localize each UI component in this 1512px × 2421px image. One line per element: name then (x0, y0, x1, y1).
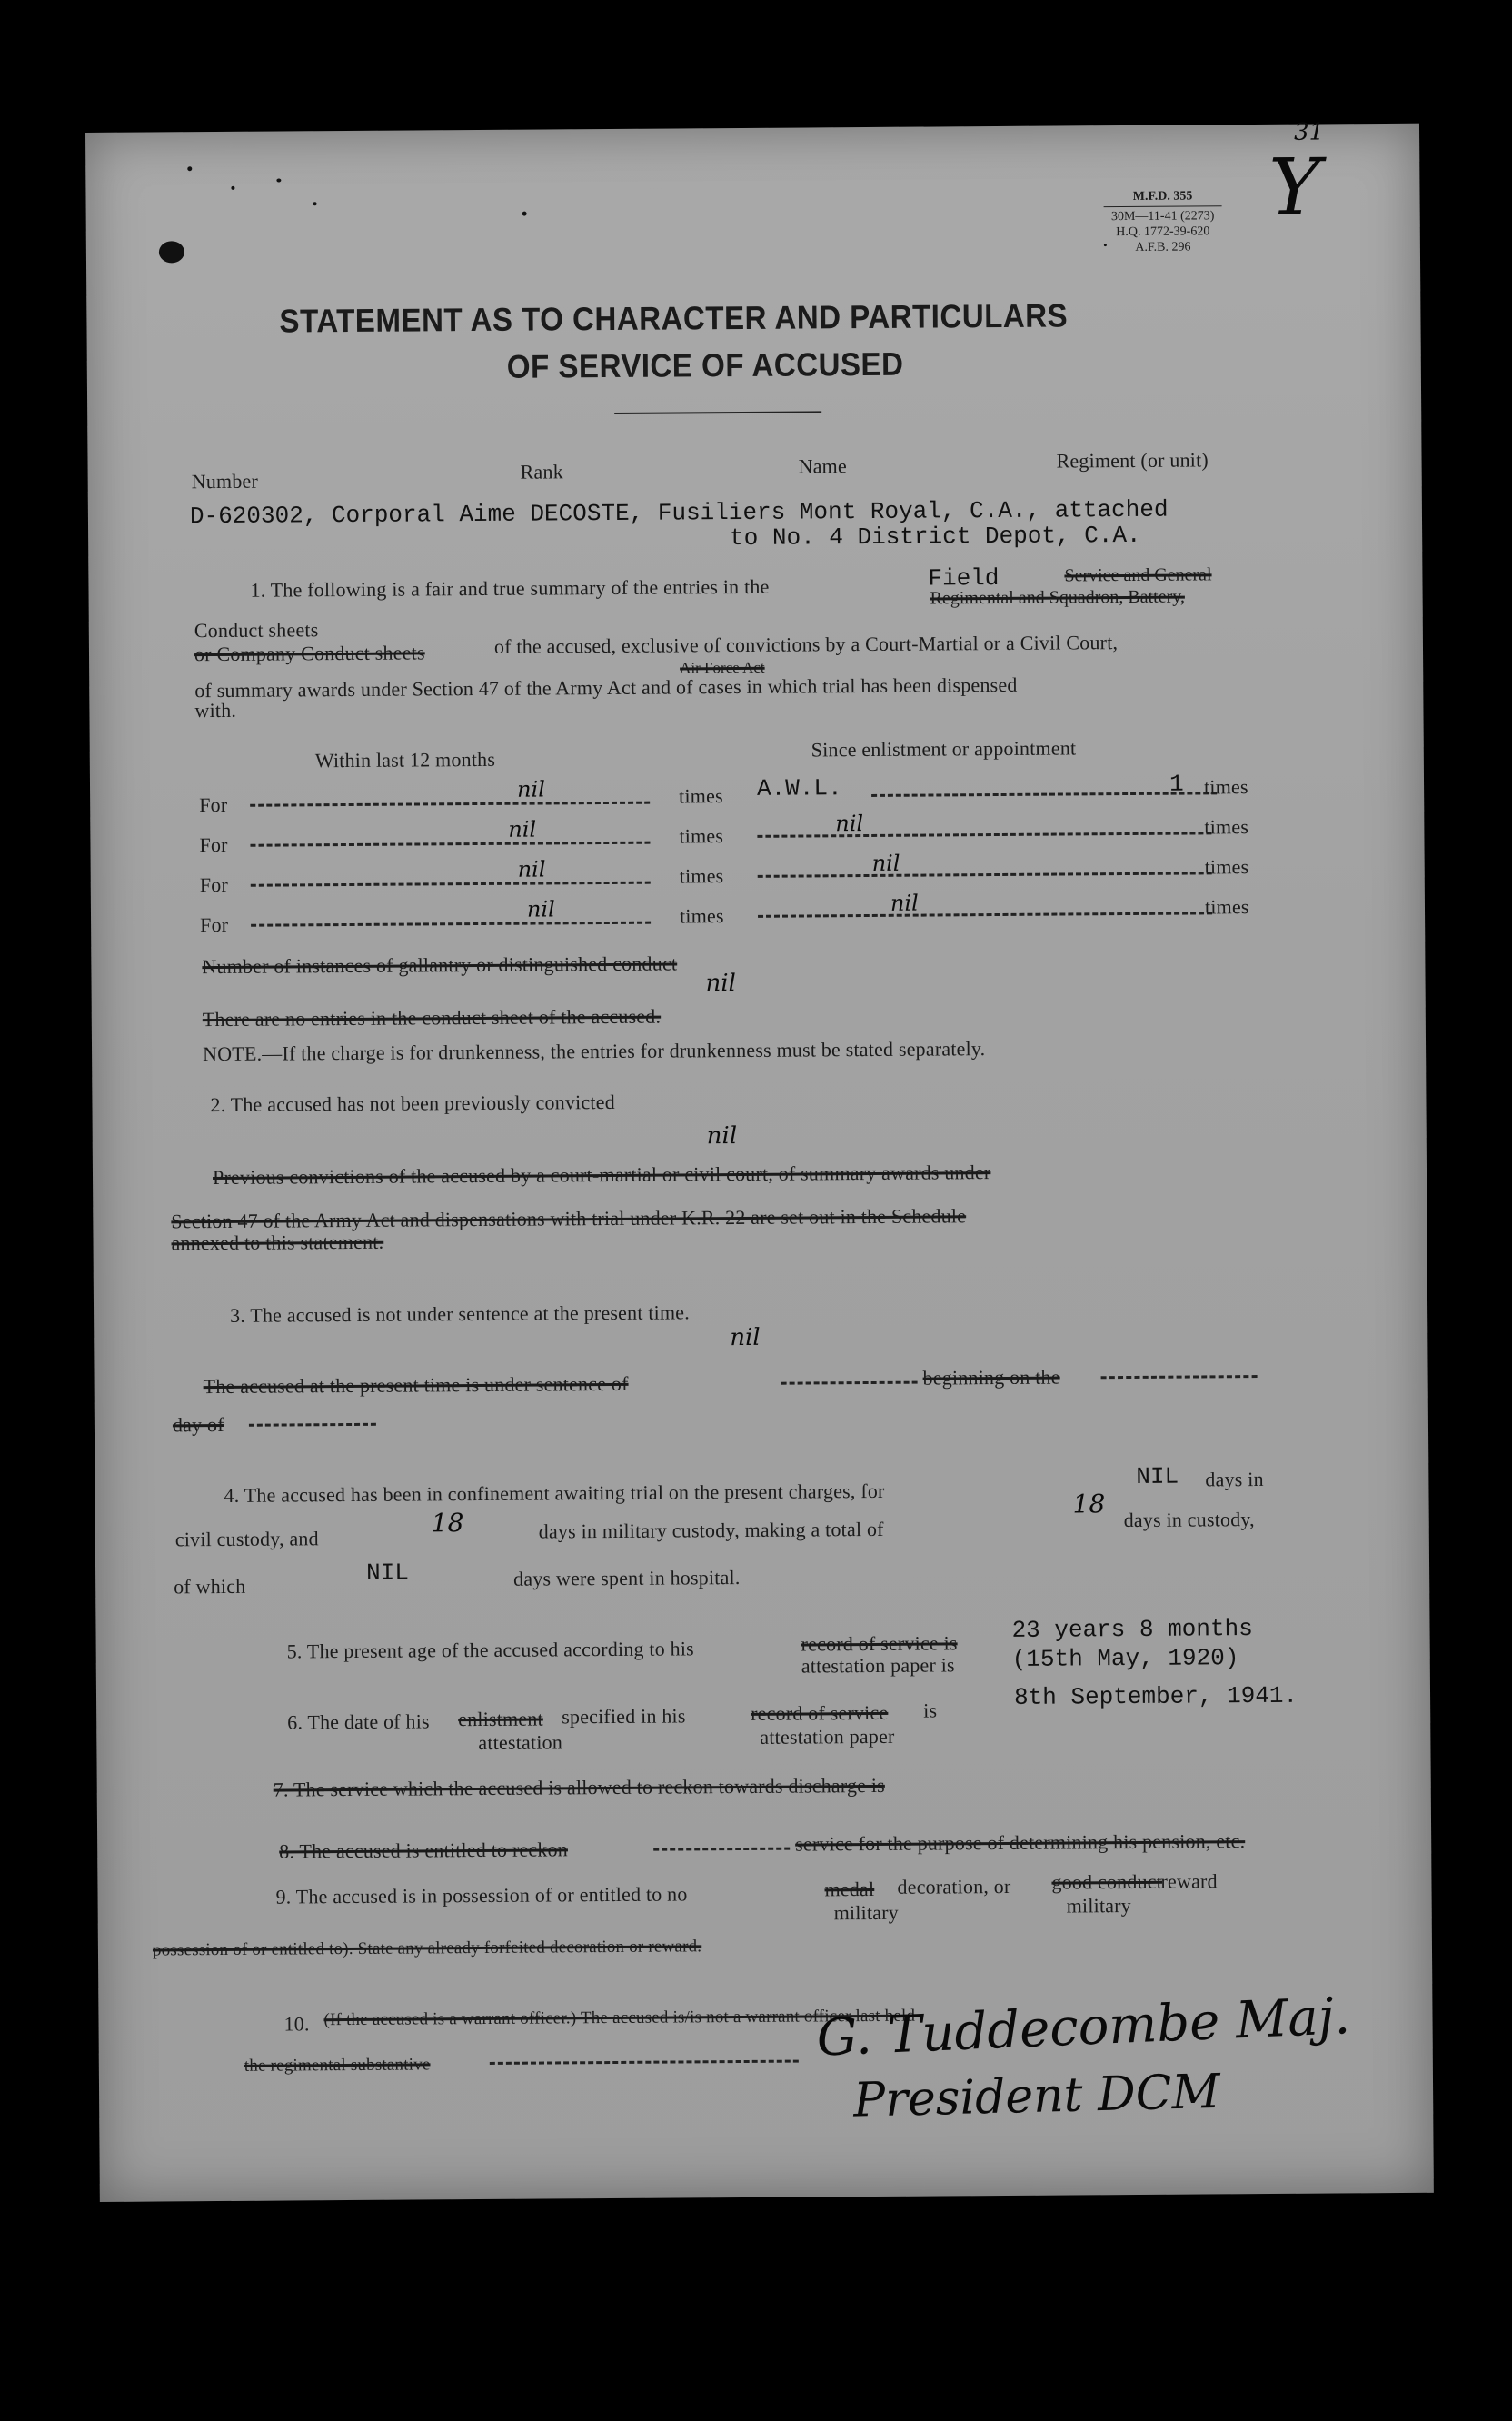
para10-struck: (If the accused is a warrant officer.) The accused is/is not a warrant officer last held (323, 2006, 916, 2030)
row-right-nil: nil (871, 850, 900, 876)
para3-text: 3. The accused is not under sentence at the present time. (230, 1300, 690, 1327)
dash-line (490, 2060, 799, 2065)
para4-days-custody: days in custody, (1123, 1508, 1255, 1532)
row-right-nil: nil (890, 890, 919, 916)
struck-no-entries: There are no entries in the conduct sheet of the accused. (202, 1004, 662, 1031)
para1-text: 1. The following is a fair and true summary of the entries in the (250, 574, 770, 602)
document-page (85, 118, 1434, 2202)
dash-line (781, 1381, 918, 1385)
row-times2: times (1203, 775, 1248, 799)
para9-mid: decoration, or (897, 1874, 1011, 1898)
dash-line (251, 922, 651, 927)
signature: G. Tuddecombe Maj. (815, 1987, 1352, 2068)
para4-of-which: of which (174, 1574, 246, 1599)
dash-line (758, 912, 1212, 917)
page-title-line2: OF SERVICE OF ACCUSED (506, 344, 904, 385)
para1-line3: of summary awards under Section 47 of the Army Act and of cases in which trial has been dispensed (194, 672, 1018, 702)
row-right-count: 1 (1169, 770, 1184, 798)
accused-details-line1: D-620302, Corporal Aime DECOSTE, Fusiliers Mont Royal, C.A., attached (189, 495, 1169, 531)
speck (231, 186, 234, 190)
para4-total: 18 (1072, 1489, 1106, 1519)
form-ref-line: M.F.D. 355 (1132, 189, 1193, 204)
para5-text: 5. The present age of the accused according to his (286, 1637, 694, 1663)
dash-line (757, 832, 1211, 837)
hand-nil-3: nil (730, 1323, 761, 1352)
speck (187, 166, 192, 171)
para4-days-military: days in military custody, making a total of (538, 1517, 884, 1543)
dash-line (250, 842, 650, 847)
row-times: times (679, 824, 724, 848)
ink-blot (159, 241, 184, 263)
struck-sentence: day of (172, 1412, 224, 1437)
dash-line (250, 802, 650, 807)
page-number: 31 (1293, 118, 1325, 146)
para9-sub2: military (1066, 1894, 1131, 1918)
struck-sentence: The accused at the present time is under sentence of (203, 1371, 629, 1399)
column-last-12-months: Within last 12 months (314, 747, 496, 772)
form-reference (1085, 188, 1240, 255)
para8b-struck: service for the purpose of determining his pension, etc. (795, 1829, 1246, 1856)
row-right-nil: nil (835, 811, 864, 837)
para6-date: 8th September, 1941. (1013, 1681, 1298, 1711)
row-times2: times (1204, 815, 1249, 839)
header-rank: Rank (520, 460, 563, 483)
header-regiment: Regiment (or unit) (1056, 448, 1209, 473)
para4-line1: 4. The accused has been in confinement awaiting trial on the present charges, for (224, 1479, 885, 1507)
struck-prev-line: Previous convictions of the accused by a court-martial or civil court, of summary awards under (212, 1161, 991, 1190)
para4-civil-days: NIL (1136, 1462, 1179, 1490)
note: NOTE.—If the charge is for drunkenness, the entries for drunkenness must be stated separately. (202, 1037, 986, 1066)
row-times: times (679, 904, 724, 928)
para4-military-days: 18 (431, 1508, 464, 1539)
para2-text: 2. The accused has not been previously convicted (210, 1090, 615, 1117)
row-times: times (679, 784, 723, 808)
para9-text: 9. The accused is in possession of or entitled to no (275, 1882, 688, 1908)
speck (522, 212, 527, 216)
row-for: For (199, 792, 228, 817)
para1-line2: of the accused, exclusive of convictions by a Court-Martial or a Civil Court, (493, 631, 1119, 658)
para9-sub: military (833, 1900, 900, 1925)
dash-line (758, 872, 1212, 877)
para10-struck-b: the regimental substantive (244, 2055, 431, 2076)
dash-line (251, 882, 651, 887)
struck-option: Regimental and Squadron, Battery, (930, 586, 1185, 609)
struck-prev-line: Section 47 of the Army Act and dispensations with trial under K.R. 22 are set out in the Schedule (171, 1204, 967, 1233)
conduct-sheets-label: Conduct sheets (194, 618, 319, 643)
page-title-line1: STATEMENT AS TO CHARACTER AND PARTICULARS (279, 296, 1069, 340)
para1-typed-field: Field (928, 563, 1000, 593)
speck (276, 178, 281, 182)
form-ref-line: 30M—11-41 (2273) (1110, 209, 1215, 224)
corner-mark: Y (1268, 142, 1321, 234)
struck-air-force-act: Air Force Act (680, 658, 765, 677)
title-divider (614, 411, 821, 414)
para8-struck: 8. The accused is entitled to reckon (279, 1838, 569, 1863)
dash-line (1101, 1375, 1258, 1379)
para5-birthdate: (15th May, 1920) (1011, 1644, 1239, 1673)
para5-age: 23 years 8 months (1011, 1615, 1253, 1644)
para4-days-in: days in (1205, 1467, 1264, 1491)
para6-struck2: record of service (751, 1700, 889, 1725)
row-for: For (200, 912, 229, 937)
para5-sub: attestation paper is (801, 1653, 955, 1678)
column-since-enlistment: Since enlistment or appointment (811, 736, 1077, 762)
para6-struck: enlistment (458, 1707, 543, 1731)
row-for: For (199, 832, 228, 857)
struck-gallantry: Number of instances of gallantry or distinguished conduct (202, 951, 678, 979)
para1-line4: with. (194, 698, 237, 722)
para6-text2: specified in his (562, 1704, 686, 1729)
dash-line (871, 792, 1217, 797)
para10-number: 10. (284, 2012, 310, 2036)
row-times2: times (1204, 895, 1249, 919)
para9-struck1: medal (824, 1877, 875, 1901)
para4-hospital-text: days were spent in hospital. (513, 1566, 741, 1590)
speck (313, 202, 317, 205)
header-name: Name (798, 454, 848, 478)
para6-is: is (923, 1699, 938, 1722)
form-ref-line: H.Q. 1772-39-620 (1116, 224, 1210, 240)
row-left-nil: nil (508, 816, 537, 842)
struck-prev-line: annexed to this statement. (171, 1230, 384, 1255)
form-ref-line: A.F.B. 296 (1135, 240, 1191, 254)
dash-line (653, 1848, 790, 1851)
signature-title: President DCM (852, 2064, 1221, 2128)
row-left-nil: nil (517, 856, 546, 882)
row-for: For (199, 872, 229, 897)
struck-company: or Company Conduct sheets (194, 641, 425, 666)
row-times: times (679, 864, 724, 888)
dash-line (249, 1423, 376, 1427)
struck-option: Service and General (1064, 564, 1212, 586)
para7-struck: 7. The service which the accused is allowed to reckon towards discharge is (273, 1773, 885, 1801)
para6-sub1: attestation (478, 1730, 563, 1755)
struck-sentence: beginning on the (922, 1365, 1060, 1390)
row-times2: times (1204, 855, 1249, 879)
row-right-typed: A.W.L. (756, 774, 842, 802)
para9-reward: reward (1160, 1869, 1218, 1893)
hand-nil-2: nil (706, 1122, 738, 1151)
para4-civil: civil custody, and (174, 1527, 319, 1551)
para9-struck-line: possession of or entitled to). State any already forfeited decoration or reward. (152, 1937, 702, 1960)
para4-hospital-days: NIL (365, 1559, 409, 1587)
accused-details-line2: to No. 4 District Depot, C.A. (730, 521, 1141, 553)
para6-text: 6. The date of his (287, 1709, 430, 1734)
para5-struck: record of service is (801, 1631, 958, 1656)
row-left-nil: nil (516, 776, 545, 802)
row-left-nil: nil (526, 896, 555, 922)
header-number: Number (191, 469, 259, 493)
para9-struck2: good conduct (1051, 1869, 1163, 1894)
para6-sub2: attestation paper (760, 1724, 895, 1748)
hand-nil-1: nil (705, 970, 737, 998)
